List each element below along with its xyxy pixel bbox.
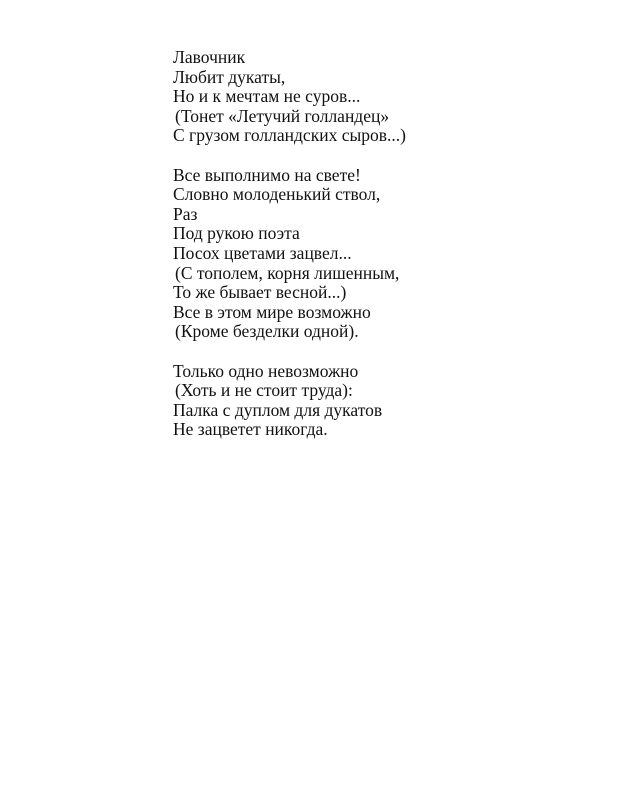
- poem-line: Палка с дуплом для дукатов: [173, 399, 383, 420]
- poem-line: Но и к мечтам не суров...: [173, 86, 361, 107]
- poem-line: Посох цветами зацвел...: [173, 242, 352, 263]
- poem-line: Не зацветет никогда.: [173, 419, 328, 440]
- poem-line: Любит дукаты,: [173, 66, 286, 87]
- poem-line: Словно молоденький ствол,: [173, 184, 381, 205]
- poem-line: (С тополем, корня лишенным,: [175, 262, 400, 283]
- poem: [173, 48, 406, 459]
- poem-line: Под рукою поэта: [173, 223, 300, 244]
- poem-line: (Хоть и не стоит труда):: [175, 380, 353, 401]
- poem-line: Лавочник: [173, 47, 246, 67]
- poem-line: То же бывает весной...): [173, 282, 347, 303]
- stanza-3: [173, 362, 406, 440]
- poem-line: (Тонет «Летучий голландец»: [175, 105, 390, 126]
- poem-line: (Кроме безделки одной).: [175, 321, 359, 342]
- poem-line: Раз: [173, 203, 198, 224]
- poem-line: Все в этом мире возможно: [173, 301, 371, 322]
- stanza-1: [173, 48, 406, 146]
- poem-line: С грузом голландских сыров...): [173, 125, 406, 146]
- stanza-2: [173, 166, 406, 342]
- poem-line: Все выполнимо на свете!: [173, 164, 361, 185]
- poem-line: Только одно невозможно: [173, 360, 359, 381]
